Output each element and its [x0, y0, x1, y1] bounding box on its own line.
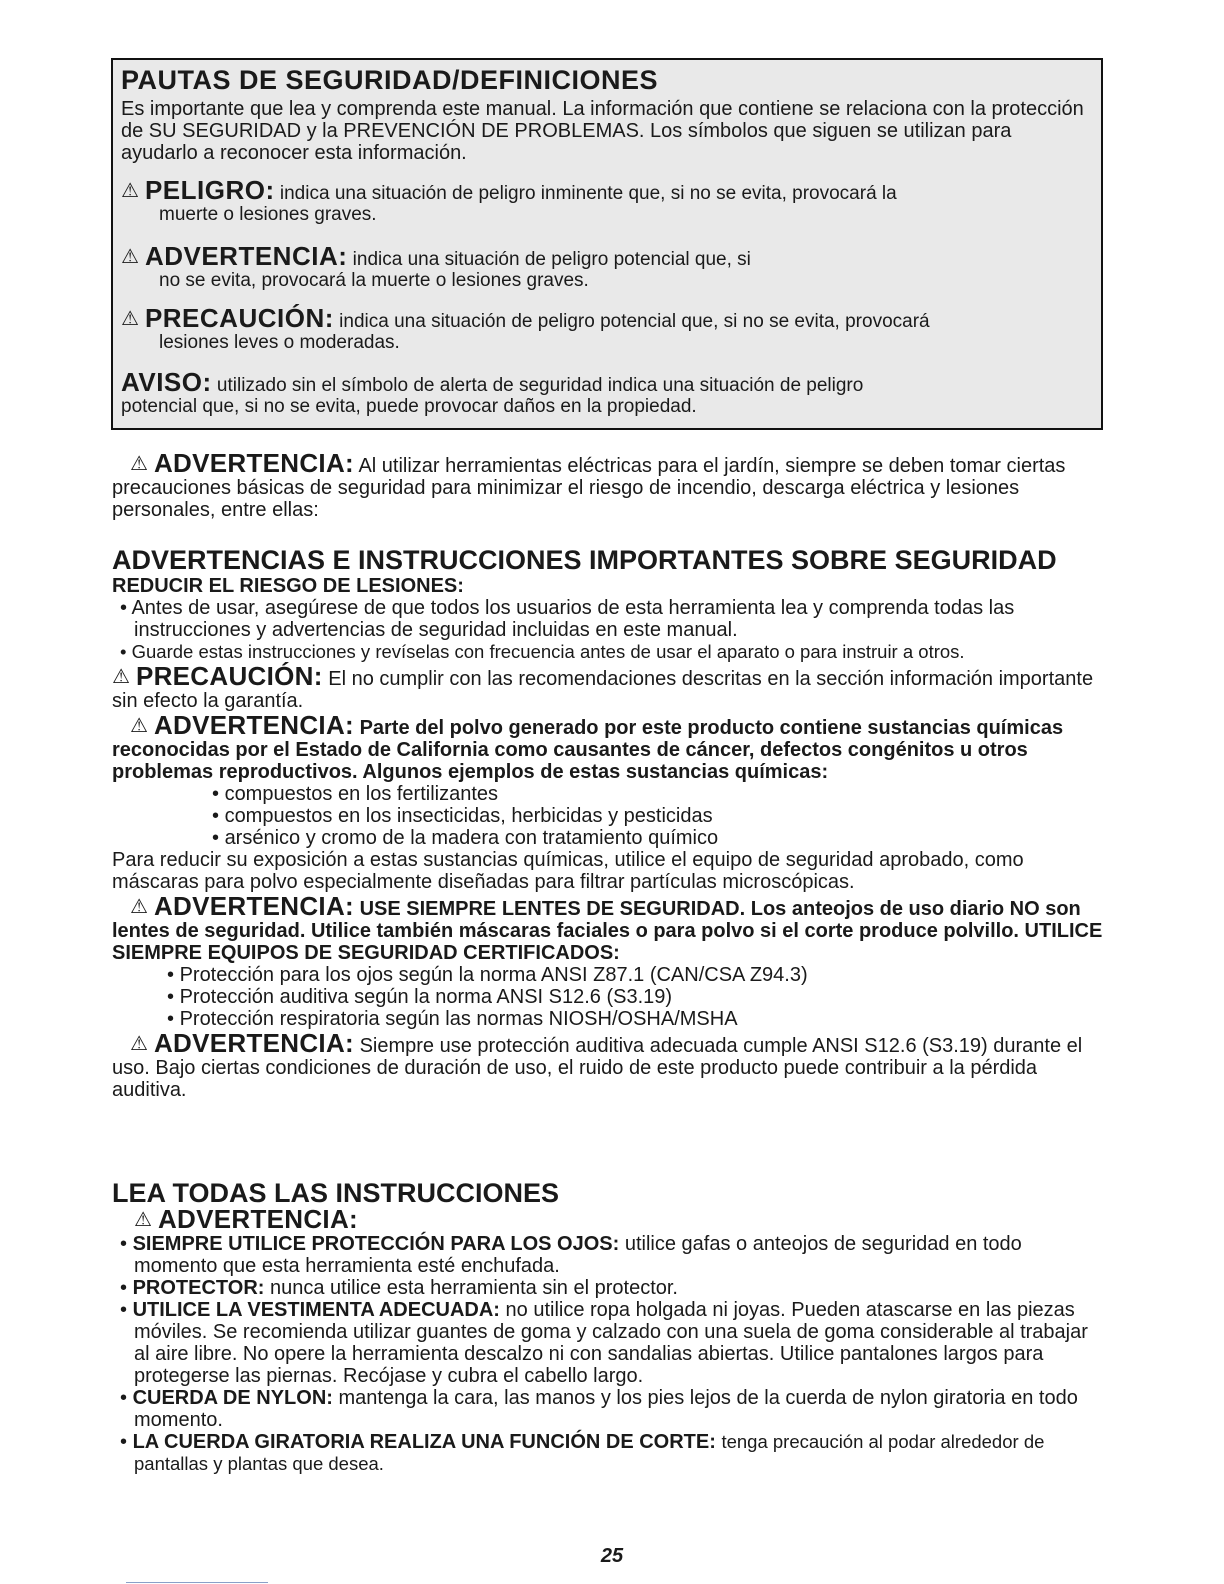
precaucion-text: indica una situación de peligro potencial que, si no se evita, provocará [339, 311, 930, 332]
section-read-instructions [112, 1178, 1106, 1475]
aviso-text-cont: potencial que, si no se evita, puede provocar daños en la propiedad. [121, 396, 697, 417]
list-item: • arsénico y cromo de la madera con tratamiento químico [212, 827, 719, 849]
hearing-warning [112, 1028, 1106, 1101]
intro-warning [112, 448, 1106, 521]
page-number: 25 [600, 1545, 624, 1567]
advertencia-text: indica una situación de peligro potencial que, si [352, 249, 751, 270]
advertencia-label: ADVERTENCIA: [153, 710, 354, 740]
list-item: • LA CUERDA GIRATORIA REALIZA UNA FUNCIÓN DE CORTE: tenga precaución al podar alrededor de pantallas y plantas que desea. [120, 1431, 1045, 1474]
list-item: • CUERDA DE NYLON: mantenga la cara, las manos y los pies lejos de la cuerda de nylon giratoria en todo momento. [120, 1387, 1078, 1431]
warning-triangle-icon: ⚠ [130, 1033, 148, 1055]
section-important-safety [112, 545, 1106, 1101]
list-item: • PROTECTOR: nunca utilice esta herramienta sin el protector. [120, 1277, 678, 1299]
warning-triangle-icon: ⚠ [134, 1209, 152, 1231]
aviso-text: utilizado sin el símbolo de alerta de seguridad indica una situación de peligro [216, 375, 864, 396]
warning-triangle-icon: ⚠ [130, 715, 148, 737]
aviso-term: AVISO: [121, 367, 212, 397]
definition-aviso [121, 367, 1093, 417]
list-item: • Protección respiratoria según las normas NIOSH/OSHA/MSHA [167, 1008, 738, 1030]
warning-triangle-icon: ⚠ [121, 308, 139, 330]
peligro-text-cont: muerte o lesiones graves. [159, 204, 377, 225]
list-item: • Guarde estas instrucciones y revíselas con frecuencia antes de usar el aparato o para instruir a otros. [120, 641, 965, 662]
warning-triangle-icon: ⚠ [130, 453, 148, 475]
exposure-text: Para reducir su exposición a estas sustancias químicas, utilice el equipo de seguridad aprobado, como máscaras para polvo especialmente diseñadas para filtrar partículas microscópicas. [112, 849, 1024, 893]
section2-heading: LEA TODAS LAS INSTRUCCIONES [112, 1178, 560, 1208]
list-item: • compuestos en los fertilizantes [212, 783, 499, 805]
list-item: • SIEMPRE UTILICE PROTECCIÓN PARA LOS OJOS: utilice gafas o anteojos de seguridad en todo momento que esta herramienta esté enchufada. [120, 1233, 1022, 1277]
section2-warning [112, 1204, 1106, 1234]
prop65-text: Parte del polvo generado por este producto contiene sustancias químicas reconocidas por el Estado de California como causantes de cáncer, defectos congénitos u otros problemas reproductivos. Algunos ejemplos de estas sustancias químicas: [112, 717, 1064, 783]
warning-triangle-icon: ⚠ [112, 666, 130, 688]
advertencia-term: ADVERTENCIA: [144, 241, 348, 271]
precaucion-text-cont: lesiones leves o moderadas. [159, 332, 400, 353]
list-item: • Antes de usar, asegúrese de que todos los usuarios de esta herramienta lea y comprenda todas las instrucciones y advertencias de seguridad incluidas en este manual. [120, 597, 1015, 641]
glasses-warning [112, 891, 1106, 964]
intro-warning-text: Al utilizar herramientas eléctricas para el jardín, siempre se deben tomar ciertas precauciones básicas de seguridad para minimizar el riesgo de incendio, descarga eléctrica y lesiones personales, entre ellas: [112, 455, 1066, 521]
precaucion-label: PRECAUCIÓN: [135, 661, 323, 691]
list-item: • compuestos en los insecticidas, herbicidas y pesticidas [212, 805, 713, 827]
advertencia-label: ADVERTENCIA: [153, 448, 354, 478]
warning-triangle-icon: ⚠ [121, 180, 139, 202]
glasses-text: USE SIEMPRE LENTES DE SEGURIDAD. Los anteojos de uso diario NO son lentes de seguridad. Utilice también máscaras faciales o para polvo si el corte produce polvillo. UTILICE SIEMPRE EQUIPOS DE SEGURIDAD CERTIFICADOS: [112, 898, 1103, 964]
definition-advertencia [121, 241, 1093, 291]
definitions-box [111, 58, 1103, 430]
definition-precaucion [121, 303, 1093, 353]
hearing-text: Siempre use protección auditiva adecuada cumple ANSI S12.6 (S3.19) durante el uso. Bajo ciertas condiciones de duración de uso, el ruido de este producto puede contribuir a la pérdida auditiva. [112, 1035, 1083, 1101]
list-item: • UTILICE LA VESTIMENTA ADECUADA: no utilice ropa holgada ni joyas. Pueden atascarse en las piezas móviles. Se recomienda utilizar guantes de goma y calzado con una suela de goma considerable al trabajar al aire libre. No opere la herramienta descalzo ni con sandalias abiertas. Utilice pantalones largos para protegerse las piernas. Recójase y cubra el cabello largo. [120, 1299, 1088, 1387]
section1-subheading: REDUCIR EL RIESGO DE LESIONES: [112, 575, 464, 597]
advertencia-label: ADVERTENCIA: [157, 1204, 358, 1234]
footer-rule [126, 1582, 268, 1583]
precaucion-term: PRECAUCIÓN: [144, 303, 334, 333]
precaucion-warranty-text: El no cumplir con las recomendaciones descritas en la sección información importante sin efecto la garantía. [112, 668, 1094, 712]
warning-triangle-icon: ⚠ [130, 896, 148, 918]
prop65-warning [112, 710, 1106, 783]
list-item: • Protección auditiva según la norma ANSI S12.6 (S3.19) [167, 986, 673, 1008]
box-intro: Es importante que lea y comprenda este manual. La información que contiene se relaciona con la protección de SU SEGURIDAD y la PREVENCIÓN DE PROBLEMAS. Los símbolos que siguen se utilizan para ayudarlo a reconocer esta información. [121, 98, 1084, 164]
advertencia-label: ADVERTENCIA: [153, 1028, 354, 1058]
peligro-text: indica una situación de peligro inminente que, si no se evita, provocará la [279, 183, 897, 204]
definition-peligro [121, 175, 1093, 225]
advertencia-label: ADVERTENCIA: [153, 891, 354, 921]
peligro-term: PELIGRO: [144, 175, 275, 205]
warning-triangle-icon: ⚠ [121, 246, 139, 268]
list-item: • Protección para los ojos según la norma ANSI Z87.1 (CAN/CSA Z94.3) [167, 964, 808, 986]
section1-heading: ADVERTENCIAS E INSTRUCCIONES IMPORTANTES SOBRE SEGURIDAD [112, 545, 1057, 575]
box-title: PAUTAS DE SEGURIDAD/DEFINICIONES [121, 65, 659, 95]
precaucion-warranty [112, 661, 1106, 712]
advertencia-text-cont: no se evita, provocará la muerte o lesiones graves. [159, 270, 589, 291]
